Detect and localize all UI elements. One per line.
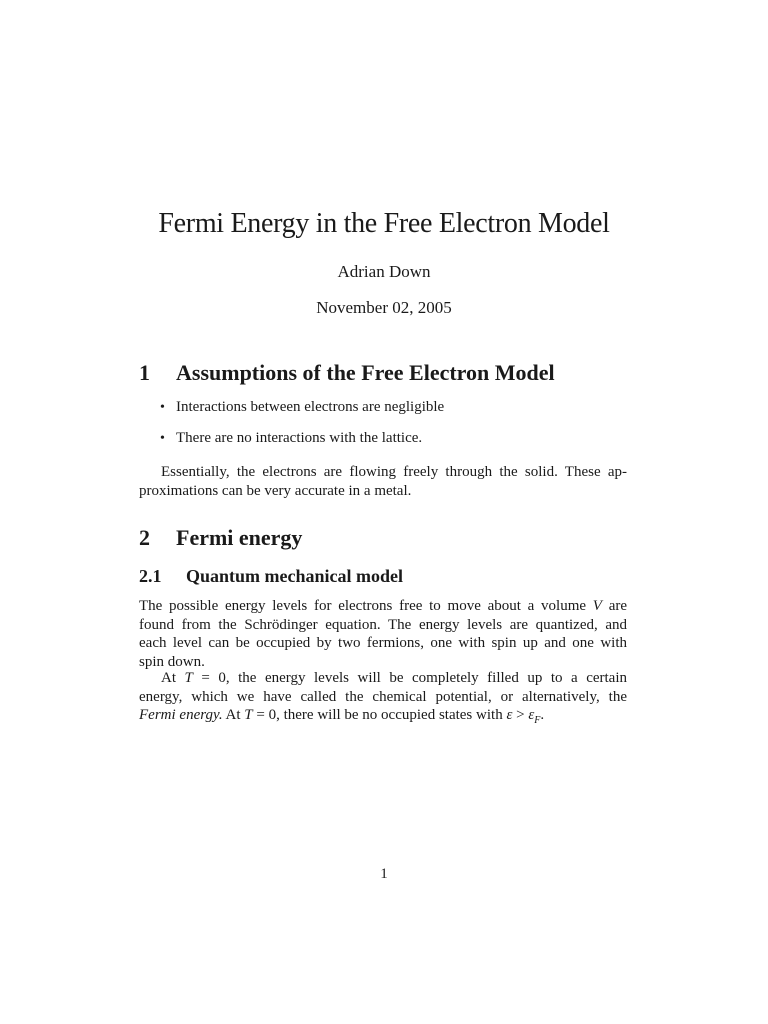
paragraph-line: found from the Schrödinger equation. The energy levels are quantized, and: [139, 616, 627, 633]
section-title: Assumptions of the Free Electron Model: [176, 360, 555, 385]
text-run: = 0, there will be no occupied states with: [252, 707, 507, 723]
text-run: .: [540, 707, 545, 723]
list-item: [160, 428, 444, 459]
math-variable: ε: [506, 707, 513, 723]
author-name: Adrian Down: [337, 262, 431, 281]
paragraph-line: [139, 597, 627, 616]
math-variable: T: [244, 707, 253, 723]
subsection-paragraph-1: [139, 597, 627, 671]
text-run: are: [601, 598, 628, 614]
text-run: = 0, the energy levels will be completely filled up to a certain: [192, 670, 628, 686]
math-subscript: F: [534, 715, 541, 726]
paragraph-line: each level can be occupied by two fermions, one with spin up and one with: [139, 635, 627, 651]
list-item: [160, 397, 444, 428]
assumptions-list: [160, 397, 444, 459]
list-item-text: Interactions between electrons are negligible: [176, 399, 445, 415]
subsection-paragraph-2: [139, 669, 627, 731]
subsection-number: 2.1: [139, 566, 162, 586]
paragraph-line: [139, 706, 627, 731]
section-title: Fermi energy: [176, 525, 303, 550]
page-number: 1: [380, 866, 388, 882]
bullet-icon: •: [160, 431, 165, 446]
paragraph-line: proximations can be very accurate in a metal.: [139, 482, 412, 499]
publication-date: November 02, 2005: [316, 298, 452, 317]
math-variable: T: [184, 670, 193, 686]
text-run: At: [222, 707, 245, 723]
paragraph-line: Essentially, the electrons are flowing freely through the solid. These ap-: [161, 464, 627, 480]
math-operator: >: [512, 707, 529, 723]
subsection-title: Quantum mechanical model: [186, 566, 404, 586]
section-2-heading: [139, 525, 302, 551]
text-run: The possible energy levels for electrons free to move about a volume: [139, 598, 593, 614]
math-variable: ε: [528, 707, 535, 723]
section-number: 1: [139, 360, 150, 385]
bullet-icon: •: [160, 400, 165, 415]
section-1-heading: [139, 360, 555, 386]
text-run: At: [161, 670, 185, 686]
paper-title: Fermi Energy in the Free Electron Model: [158, 208, 610, 239]
paragraph-line: [139, 669, 627, 688]
list-item-text: There are no interactions with the lattice.: [176, 430, 423, 446]
section-number: 2: [139, 525, 150, 550]
math-variable: V: [592, 598, 602, 614]
section-1-paragraph: [139, 463, 627, 500]
subsection-2-1-heading: [139, 566, 403, 587]
emphasis-term: Fermi energy.: [139, 707, 223, 723]
paragraph-line: energy, which we have called the chemical potential, or alternatively, the: [139, 688, 627, 705]
paragraph-line: spin down.: [139, 653, 205, 670]
